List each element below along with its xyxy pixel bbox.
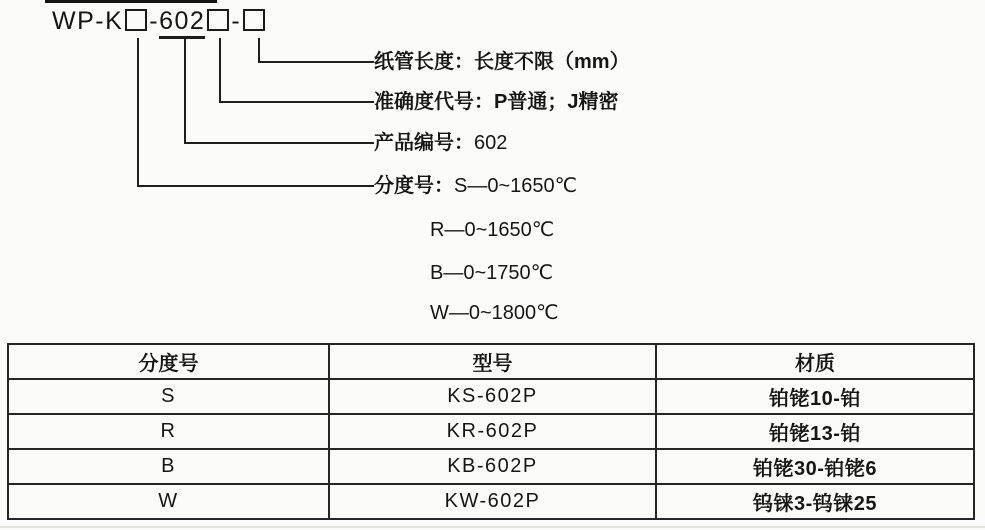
callout-vline-tube-length	[258, 38, 260, 63]
graduation-range-w: W—0~1800℃	[430, 302, 559, 324]
accuracy-placeholder-box	[207, 9, 229, 31]
model-code	[52, 6, 267, 36]
header-material: 材质	[656, 344, 974, 379]
callout-hline-product-number	[184, 142, 374, 144]
model-dash-1: -	[149, 7, 160, 35]
callout-hline-accuracy	[219, 101, 374, 103]
graduation-range-r: R—0~1650℃	[430, 219, 555, 241]
table-row	[8, 449, 974, 484]
cell-graduation-r: R	[8, 414, 329, 449]
spec-table	[7, 343, 975, 520]
cell-model-r: KR-602P	[329, 414, 656, 449]
callout-accuracy-value: P普通；J精密	[494, 91, 619, 113]
cell-material-r: 铂铑13-铂	[656, 414, 974, 449]
scan-artifact-line	[45, 0, 217, 3]
table-row	[8, 414, 974, 449]
table-row	[8, 484, 974, 519]
header-graduation: 分度号	[8, 344, 329, 379]
callout-hline-tube-length	[258, 61, 374, 63]
header-model: 型号	[329, 344, 656, 379]
table-row	[8, 379, 974, 414]
callout-tube-length-label: 纸管长度：	[374, 51, 474, 73]
cell-graduation-w: W	[8, 484, 329, 519]
callout-graduation-label: 分度号：	[374, 175, 454, 197]
callout-accuracy	[374, 89, 618, 115]
callout-vline-graduation	[137, 38, 139, 186]
callout-hline-graduation	[137, 185, 374, 187]
model-prefix: WP-K	[52, 7, 124, 35]
callout-product-number-value: 602	[474, 132, 508, 154]
callout-vline-product-number	[184, 38, 186, 144]
cell-graduation-b: B	[8, 449, 329, 484]
cell-material-b: 铂铑30-铂铑6	[656, 449, 974, 484]
callout-product-number	[374, 130, 507, 156]
graduation-placeholder-box	[125, 9, 147, 31]
cell-model-w: KW-602P	[329, 484, 656, 519]
callout-product-number-label: 产品编号：	[374, 132, 474, 154]
graduation-range-b: B—0~1750℃	[430, 262, 554, 284]
model-product-number: 602	[159, 7, 205, 39]
scan-shadow-line	[0, 526, 985, 528]
cell-model-b: KB-602P	[329, 449, 656, 484]
callout-accuracy-label: 准确度代号：	[374, 91, 494, 113]
cell-material-w: 钨铼3-钨铼25	[656, 484, 974, 519]
table-header-row	[8, 344, 974, 379]
cell-graduation-s: S	[8, 379, 329, 414]
callout-tube-length	[374, 49, 630, 75]
callout-vline-accuracy	[219, 38, 221, 103]
callout-graduation	[374, 173, 577, 199]
cell-model-s: KS-602P	[329, 379, 656, 414]
callout-graduation-value: S—0~1650℃	[454, 175, 578, 197]
callout-tube-length-value: 长度不限（mm）	[474, 51, 630, 73]
model-dash-2: -	[231, 7, 242, 35]
cell-material-s: 铂铑10-铂	[656, 379, 974, 414]
tube-length-placeholder-box	[243, 9, 265, 31]
